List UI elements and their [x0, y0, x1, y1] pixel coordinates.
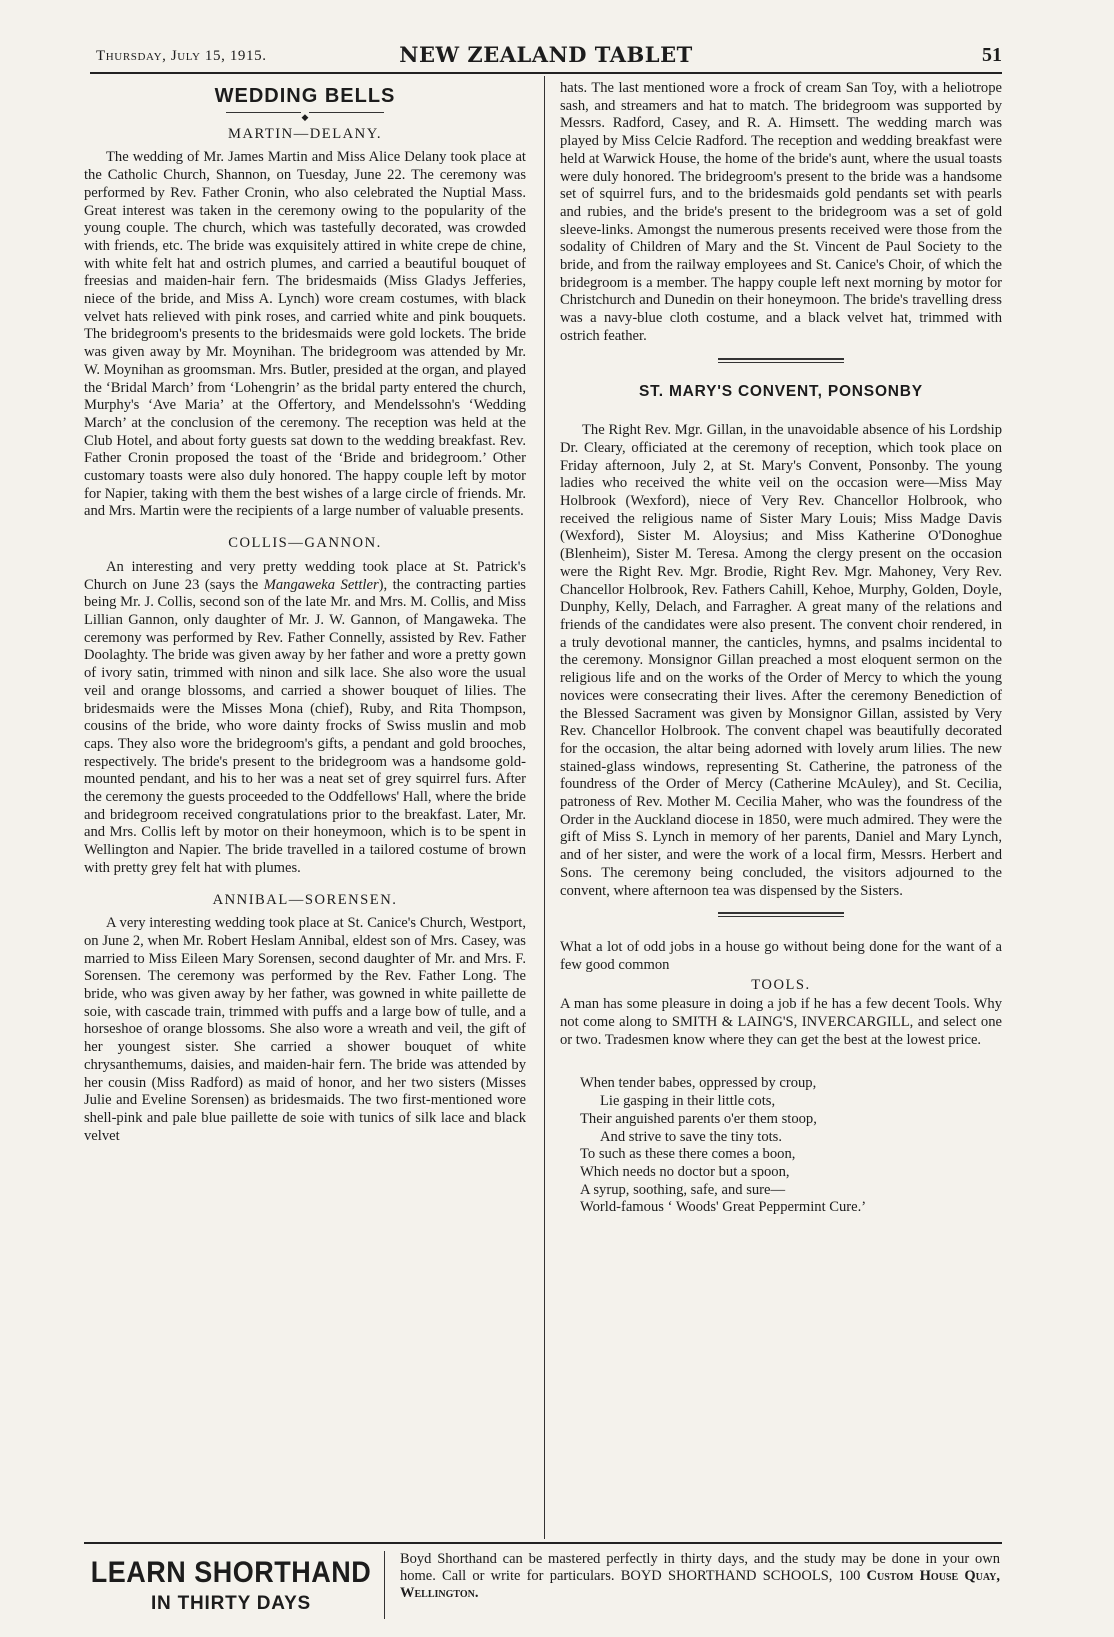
poem-line: When tender babes, oppressed by croup,: [580, 1075, 817, 1092]
advert-address: Custom House Quay, Wellington.: [400, 1568, 1001, 1601]
section-divider: [718, 358, 844, 363]
convent-title: ST. MARY'S CONVENT, PONSONBY: [639, 382, 923, 400]
section-divider: [718, 912, 844, 917]
wedding-bells-title: WEDDING BELLS: [214, 85, 396, 107]
advert-divider: [384, 1551, 385, 1619]
poem-line: Their anguished parents o'er them stoop,: [580, 1110, 817, 1127]
poem-line: Lie gasping in their little cots,: [600, 1093, 776, 1110]
collis-text-start: An interesting and very pretty wedding took place at St. Patrick's Church on June 23 (says the: [84, 558, 526, 593]
source-name: Mangaweka Settler: [263, 576, 379, 593]
left-column: [84, 80, 526, 1145]
header-rule: [90, 72, 1002, 74]
collis-gannon-article: [84, 559, 526, 878]
annibal-sorensen-article: A very interesting wedding took place at St. Canice's Church, Westport, on June 2, when Mr. Robert Heslam Annibal, eldest son of Mrs. Casey, was married to Miss Eileen Mary Sorensen, second daughter of Mr. and Mrs. F. Sorensen. The ceremony was performed by the Rev. Father Long. The bride, who was given away by her father, was gowned in white paillette de soie, with cascade train, trimmed with puffs and a large bow of tulle, and a horseshoe of orange blossoms. She also wore a wreath and veil, the gift of her youngest sister. She carried a shower bouquet of white chrysanthemums, daisies, and maiden-hair fern. The bride was attended by her cousin (Miss Radford) as maid of honor, and her two sisters (Misses Julie and Eveline Sorensen) as bridesmaids. The two first-mentioned wore shell-pink and pale blue paillette de soie with tunics of silk lace and black velvet: [84, 915, 526, 1144]
poem-advert: [580, 1075, 1002, 1217]
convent-article: The Right Rev. Mgr. Gillan, in the unavoidable absence of his Lordship Dr. Cleary, officiated at the ceremony of reception, which took place on Friday afternoon, July 2, at St. Mary's Convent, Ponsonby. The young ladies who received the white veil on the occasion were—Miss May Holbrook (Wexford), niece of Very Rev. Chancellor Holbrook, who received the religious name of Sister Mary Louis; Miss Madge Davis (Wexford), Sister M. Aloysius; and Miss Katherine O'Donoghue (Blenheim), Sister M. Teresa. Among the clergy present on the occasion were the Right Rev. Mgr. Brodie, Right Rev. Mgr. Mahoney, Very Rev. Chancellor Holbrook, Rev. Fathers Cahill, Kehoe, Murphy, Golden, Doyle, Dunphy, Kelly, Delach, and Farragher. A great many of the relations and friends of the candidates were also present. The convent choir rendered, in a truly devotional manner, the canticles, hymns, and psalms incidental to the ceremony. Monsignor Gillan preached a most eloquent sermon on the religious life and on the works of the Order of Mercy to which the young novices were consecrating their lives. After the ceremony Benediction of the Blessed Sacrament was given by Monsignor Gillan, assisted by Very Rev. Chancellor Holbrook. The convent chapel was beautifully decorated for the occasion, the altar being adorned with lovely arum lilies. The new stained-glass windows, representing St. Catherine, the patroness of the foundress of the Order of Mercy (Catherine McAuley), and St. Cecilia, patroness of Rev. Mother M. Cecilia Maher, who was the foundress of the Order in the Auckland diocese in 1850, were much admired. They were the gift of Miss S. Lynch in memory of her parents, Daniel and Mary Lynch, and of her sister, and were the work of a local firm, Messrs. Herbert and Sons. The ceremony being concluded, the visitors adjourned to the convent, where afternoon tea was dispensed by the Sisters.: [560, 422, 1002, 899]
poem-line: World-famous ‘ Woods' Great Peppermint Cure.’: [580, 1199, 867, 1216]
poem-line: And strive to save the tiny tots.: [600, 1128, 782, 1145]
advert-body: [400, 1551, 1000, 1602]
collis-gannon-heading: COLLIS—GANNON.: [228, 535, 382, 552]
ornament-glyph: ◆: [301, 111, 309, 122]
martin-delany-heading: MARTIN—DELANY.: [227, 125, 383, 142]
tools-intro: What a lot of odd jobs in a house go without being done for the want of a few good common: [560, 939, 1002, 973]
issue-date: Thursday, July 15, 1915.: [96, 48, 267, 64]
advert-subheadline: IN THIRTY DAYS: [150, 1593, 312, 1614]
collis-text-rest: ), the contracting parties being Mr. J. Collis, second son of the late Mr. and Mrs. M. Collis, and Miss Lillian Gannon, only daughter of Mr. J. W. Gannon, of Mangaweka. The ceremony was performed by Rev. Father Connelly, assisted by Rev. Father Doolaghty. The bride was given away by her father and wore a pretty gown of ivory satin, trimmed with ninon and silk lace. She also wore the usual veil and orange blossoms, and carried a shower bouquet of lilies. The bridesmaids were the Misses Mona (chief), Ruby, and Rita Thompson, cousins of the bride, who wore dainty frocks of Swiss muslin and mob caps. They also wore the bridegroom's gifts, a pendant and gold brooches, respectively. The bride's present to the bridegroom was a handsome gold-mounted pendant, and his to her was a neat set of grey squirrel furs. After the ceremony the guests proceeded to the Oddfellows' Hall, where the bride and bridegroom received congratulations prior to the breakfast. Later, Mr. and Mrs. Collis left by motor on their honeymoon, which is to be spent in Wellington and Napier. The bride travelled in a tailored costume of brown with pretty grey felt hat with plumes.: [84, 576, 526, 876]
advert-rule: [84, 1542, 1002, 1544]
page-number: 51: [982, 44, 1002, 66]
martin-delany-article: The wedding of Mr. James Martin and Miss Alice Delany took place at the Catholic Church, Shannon, on Tuesday, June 22. The ceremony was performed by Rev. Father Cronin, who also celebrated the Nuptial Mass. Great interest was taken in the ceremony owing to the popularity of the young couple. The church, which was tastefully decorated, was crowded with friends, etc. The bride was exquisitely attired in white crepe de chine, with white felt hat and ostrich plumes, and carried a beautiful bouquet of freesias and maiden-hair fern. The bridesmaids (Miss Gladys Jefferies, niece of the bride, and Miss A. Lynch) wore cream costumes, with black velvet hats relieved with pink roses, and carried white and pink bouquets. The bridegroom's presents to the bridesmaids were gold lockets. The bride was given away by Mr. Moynihan. The bridegroom was attended by Mr. W. Moynihan as groomsman. Mrs. Butler, presided at the organ, and played the ‘Bridal March’ from ‘Lohengrin’ as the bridal party entered the church, Murphy's ‘Ave Maria’ at the Offertory, and Mendelssohn's ‘Wedding March’ at the conclusion of the ceremony. The reception was held at the Club Hotel, and about forty guests sat down to the wedding breakfast. Rev. Father Cronin proposed the toast of the ‘Bride and bridegroom.’ Other customary toasts were also duly honored. The happy couple left by motor for Napier, taking with them the best wishes of a large circle of friends. Mr. and Mrs. Martin were the recipients of a large number of valuable presents.: [84, 149, 527, 520]
poem-line: To such as these there comes a boon,: [580, 1146, 796, 1163]
annibal-sorensen-heading: ANNIBAL—SORENSEN.: [212, 891, 398, 908]
tools-text: A man has some pleasure in doing a job if he has a few decent Tools. Why not come along to SMITH & LAING'S, INVERCARGILL, and select one or two. Tradesmen know where they can get the best at the lowest price.: [560, 996, 1002, 1048]
right-column: [560, 80, 1002, 1217]
column-rule: [544, 76, 545, 1539]
poem-line: Which needs no doctor but a spoon,: [580, 1163, 790, 1180]
annibal-sorensen-continued: hats. The last mentioned wore a frock of cream San Toy, with a heliotrope sash, and streamers and hat to match. The bridegroom was supported by Messrs. Radford, Casey, and R. A. Himsett. The wedding march was played by Miss Celcie Radford. The reception and wedding breakfast were held at Warwick House, the home of the bride's aunt, where the usual toasts were duly honored. The bridegroom's present to the bride was a handsome set of squirrel furs, and to the bridesmaids gold pendants set with pearls and rubies, and the bride's present to the bridegroom was a set of gold sleeve-links. Amongst the numerous presents received were those from the sodality of Children of Mary and the St. Vincent de Paul Society to the bride, and from the railway employees and St. Canice's Choir, of which the bridegroom is a member. The happy couple left next morning by motor for Christchurch and Dunedin on their honeymoon. The bride's travelling dress was a navy-blue cloth costume, and a black velvet hat, trimmed with ostrich feather.: [560, 80, 1002, 344]
publication-title: NEW ZEALAND TABLET: [399, 42, 693, 67]
page-header: [90, 42, 1002, 70]
poem-line: A syrup, soothing, safe, and sure—: [580, 1181, 786, 1198]
title-ornament: [84, 108, 526, 122]
shorthand-advert: [84, 1551, 1002, 1621]
tools-heading: TOOLS.: [751, 976, 811, 993]
advert-text: Boyd Shorthand can be mastered perfectly in thirty days, and the study may be done in your own home. Call or write for particulars. BOYD SHORTHAND SCHOOLS, 100: [400, 1551, 1000, 1584]
advert-headline: LEARN SHORTHAND: [90, 1555, 372, 1589]
